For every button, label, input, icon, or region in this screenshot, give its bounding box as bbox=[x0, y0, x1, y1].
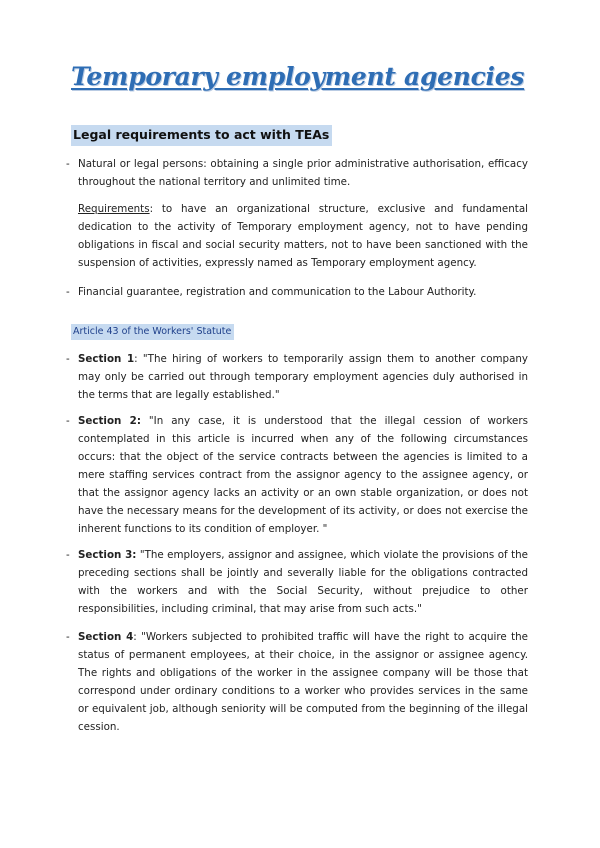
bullet-financial-guarantee-text: Financial guarantee, registration and communication to the Labour Authority. bbox=[78, 286, 477, 298]
bullet-dash: - bbox=[66, 353, 70, 365]
section-2-text: "In any case, it is understood that the illegal cession of workers contemplated in this article is incurred when any of the following circumstances occurs: that the object of the service contracts between the agencies is limited to a mere staffing services contract from the assignor agency to the assignee agency, or that the assignor agency lacks an activity or an own stable organization, or does not have the necessary means for the development of its activity, or does not exercise the inherent functions to its condition of employer. " bbox=[78, 415, 528, 535]
section-1-text: : "The hiring of workers to temporarily assign them to another company may only be carried out through temporary employment agencies duly authorised in the terms that are legally established." bbox=[78, 353, 529, 401]
bullet-authorisation-text: Natural or legal persons: obtaining a single prior administrative authorisation, efficacy throughout the national territory and unlimited time. bbox=[78, 158, 528, 188]
bullet-authorisation bbox=[66, 155, 528, 191]
section-3-text: "The employers, assignor and assignee, which violate the provisions of the preceding sections shall be jointly and severally liable for the obligations contracted with the workers and with the Social Security, without prejudice to other responsibilities, including criminal, that may arise from such acts." bbox=[78, 549, 528, 615]
section-4-text: : "Workers subjected to prohibited traffic will have the right to acquire the status of permanent employees, at their choice, in the assignor or assignee agency. The rights and obligations of the worker in the assignee company will be those that correspond under ordinary conditions to a worker who provides services in the same or equivalent job, although seniority will be computed from the beginning of the illegal cession. bbox=[78, 631, 529, 733]
section-2-label: Section 2: bbox=[78, 415, 141, 427]
bullet-dash: - bbox=[66, 286, 70, 298]
bullet-dash: - bbox=[66, 631, 70, 643]
bullet-dash: - bbox=[66, 549, 70, 561]
legal-requirements-heading: Legal requirements to act with TEAs bbox=[71, 125, 332, 146]
requirements-text: : to have an organizational structure, exclusive and fundamental dedication to the activity of Temporary employment agency, not to have pending obligations in fiscal and social security matters, not to have been sanctioned with the suspension of activities, expressly named as Temporary employment agency. bbox=[78, 203, 528, 269]
section-4 bbox=[66, 628, 528, 736]
requirements-label: Requirements bbox=[78, 203, 150, 215]
bullet-financial-guarantee bbox=[66, 283, 528, 301]
section-4-label: Section 4 bbox=[78, 631, 134, 643]
section-3-label: Section 3: bbox=[78, 549, 137, 561]
bullet-dash: - bbox=[66, 415, 70, 427]
section-1 bbox=[66, 350, 528, 404]
section-3 bbox=[66, 546, 528, 618]
section-1-label: Section 1 bbox=[78, 353, 135, 365]
bullet-dash: - bbox=[66, 158, 70, 170]
page-title: Temporary employment agencies bbox=[71, 62, 525, 91]
article-43-heading: Article 43 of the Workers' Statute bbox=[71, 324, 234, 340]
section-2 bbox=[66, 412, 528, 538]
requirements-paragraph bbox=[78, 200, 528, 272]
